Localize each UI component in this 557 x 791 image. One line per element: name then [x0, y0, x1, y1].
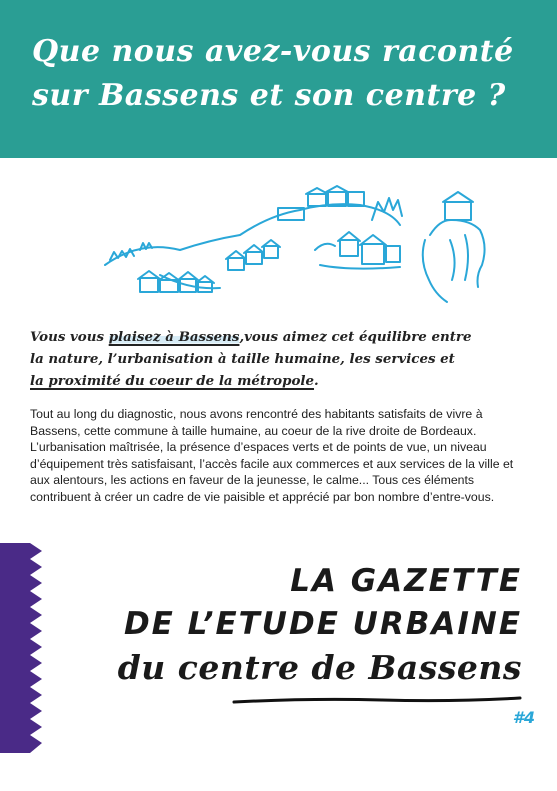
decorative-ribbon [0, 543, 42, 753]
body-text [30, 406, 528, 505]
quote-part-1: Vous vous [30, 329, 109, 345]
quote-part-2: ,vous aimez cet équilibre entre [239, 329, 472, 345]
page-title [32, 30, 542, 118]
quote-highlight: plaisez à Bassens [108, 329, 240, 345]
gazette-line-2: DE L’ETUDE URBAINE [123, 606, 522, 642]
title-line-2: sur Bassens et son centre ? [32, 78, 506, 113]
title-line-1: Que nous avez-vous raconté [32, 34, 514, 69]
gazette-title [118, 560, 522, 689]
quote-line-3: la proximité du coeur de la métropole [30, 373, 315, 389]
gazette-line-3: du centre de Bassens [117, 648, 522, 687]
quote-intro [30, 326, 535, 392]
gazette-line-1: LA GAZETTE [290, 563, 522, 599]
paragraph-1: Tout au long du diagnostic, nous avons rencontré des habitants satisfaits de vivre à Bassens, cette commune à taille humaine, au coeur de la rive droite de Bordeaux. [30, 407, 483, 438]
issue-number: #4 [512, 708, 535, 727]
town-sketch-icon [100, 180, 500, 310]
quote-line-2: la nature, l’urbanisation à taille humaine, les services et [30, 351, 455, 367]
title-underline [232, 694, 522, 706]
paragraph-2: L’urbanisation maîtrisée, la présence d’espaces verts et de points de vue, un niveau d’équipement très satisfaisant, l’accès facile aux commerces et aux services de la ville et aux alentours, les actions en faveur de la jeunesse, le calme... Tous ces éléments contribuent à créer un cadre de vie paisible et apprécié par bon nombre d’entre-vous. [30, 440, 514, 504]
header-banner [0, 0, 557, 158]
quote-line-3-end: . [314, 373, 319, 389]
